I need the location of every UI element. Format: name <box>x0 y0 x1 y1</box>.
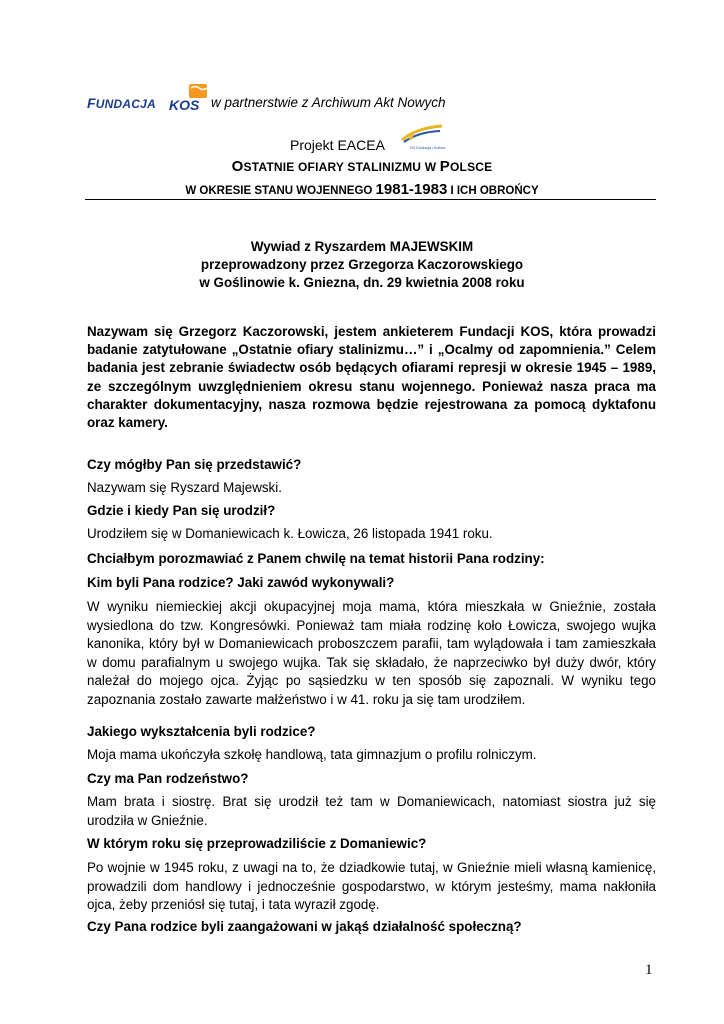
answer-5: Moja mama ukończyła szkołę handlową, tata gimnazjum o profilu rolniczym. <box>87 747 537 762</box>
foundation-name-rest: UNDACJA <box>95 97 156 111</box>
title2-part-0: W OKRESIE STANU WOJENNEGO <box>185 185 376 197</box>
question-3: Chciałbym porozmawiać z Panem chwilę na temat historii Pana rodziny: <box>87 551 545 566</box>
title1-part-2: P <box>439 158 450 175</box>
interview-heading <box>0 238 724 292</box>
interview-heading-line-3: w Goślinowie k. Gniezna, dn. 29 kwietnia 2008 roku <box>199 275 525 290</box>
header-divider <box>85 199 656 200</box>
document-title-line-2 <box>0 180 724 201</box>
question-8: Czy Pana rodzice byli zaangażowani w jakąś działalność społeczną? <box>87 919 522 934</box>
kos-logo-text: KOS <box>169 97 200 113</box>
header-partner-line <box>87 92 687 114</box>
interview-heading-line-2: przeprowadzony przez Grzegorza Kaczorowskiego <box>200 257 524 272</box>
answer-2: Urodziłem się w Domaniewicach k. Łowicza, 26 listopada 1941 roku. <box>87 526 493 541</box>
question-1: Czy mógłby Pan się przedstawić? <box>87 457 302 472</box>
eacea-logo-text: DG Edukacja i Kultura <box>410 146 446 150</box>
title1-part-3: OLSCE <box>450 160 493 174</box>
question-4: Kim byli Pana rodzice? Jaki zawód wykonywali? <box>87 575 395 590</box>
question-7: W którym roku się przeprowadziliście z Domaniewic? <box>87 836 427 851</box>
project-label: Projekt EACEA <box>290 137 385 153</box>
foundation-name <box>87 92 156 115</box>
answer-6: Mam brata i siostrę. Brat się urodził też tam w Domaniewicach, natomiast siostra już się urodziła w Gnieźnie. <box>87 794 656 828</box>
introduction-paragraph: Nazywam się Grzegorz Kaczorowski, jestem ankieterem Fundacji KOS, która prowadzi badanie zatytułowane „Ostatnie ofiary stalinizmu…” i „Ocalmy od zapomnienia.” Celem badania jest zebranie świadectw osób będących ofiarami represji w okresie 1945 – 1989, ze szczególnym uwzględnieniem okresu stanu wojennego. Ponieważ nasza praca ma charakter dokumentacyjny, nasza rozmowa będzie rejestrowana za pomocą dyktafonu oraz kamery. <box>87 324 656 431</box>
question-5: Jakiego wykształcenia byli rodzice? <box>87 724 316 739</box>
kos-logo-icon <box>167 84 213 114</box>
eacea-logo-icon <box>398 124 446 152</box>
question-2: Gdzie i kiedy Pan się urodził? <box>87 503 276 518</box>
title2-part-1: 1981-1983 <box>375 181 448 198</box>
document-title-line-1 <box>0 157 724 177</box>
title1-part-1: STATNIE OFIARY STALINIZMU W <box>243 160 440 174</box>
foundation-name-initial: F <box>87 95 96 111</box>
answer-1: Nazywam się Ryszard Majewski. <box>87 480 282 495</box>
partner-text: w partnerstwie z Archiwum Akt Nowych <box>211 95 446 110</box>
title1-part-0: O <box>231 158 244 175</box>
answer-4: W wyniku niemieckiej akcji okupacyjnej moja mama, która mieszkała w Gnieźnie, została wysiedlona do tzw. Kongresówki. Ponieważ tam miała rodzinę koło Łowicza, swojego wujka kanonika, który był w Domaniewicach proboszczem parafii, tam wylądowała i tam zamieszkała w domu parafialnym u swojego wujka. Tak się składało, że naprzeciwko był duży dwór, który należał do mojego ojca. Żyjąc po sąsiedzku w ten sposób się zapoznali. W wyniku tego zapoznania zostało zawarte małżeństwo i w 41. roku ja się tam urodziłem. <box>87 599 656 707</box>
title2-part-2: I ICH OBROŃCY <box>447 185 539 197</box>
answer-7: Po wojnie w 1945 roku, z uwagi na to, że dziadkowie tutaj, w Gnieźnie mieli własną kamienicę, prowadzili dom handlowy i jednocześnie gospodarstwo, w którym jesteśmy, mama nakłoniła ojca, żeby przeniósł się tutaj, i tata wyraził zgodę. <box>87 860 656 912</box>
question-6: Czy ma Pan rodzeństwo? <box>87 771 249 786</box>
page-number: 1 <box>645 962 653 978</box>
interview-heading-line-1: Wywiad z Ryszardem MAJEWSKIM <box>250 239 474 254</box>
